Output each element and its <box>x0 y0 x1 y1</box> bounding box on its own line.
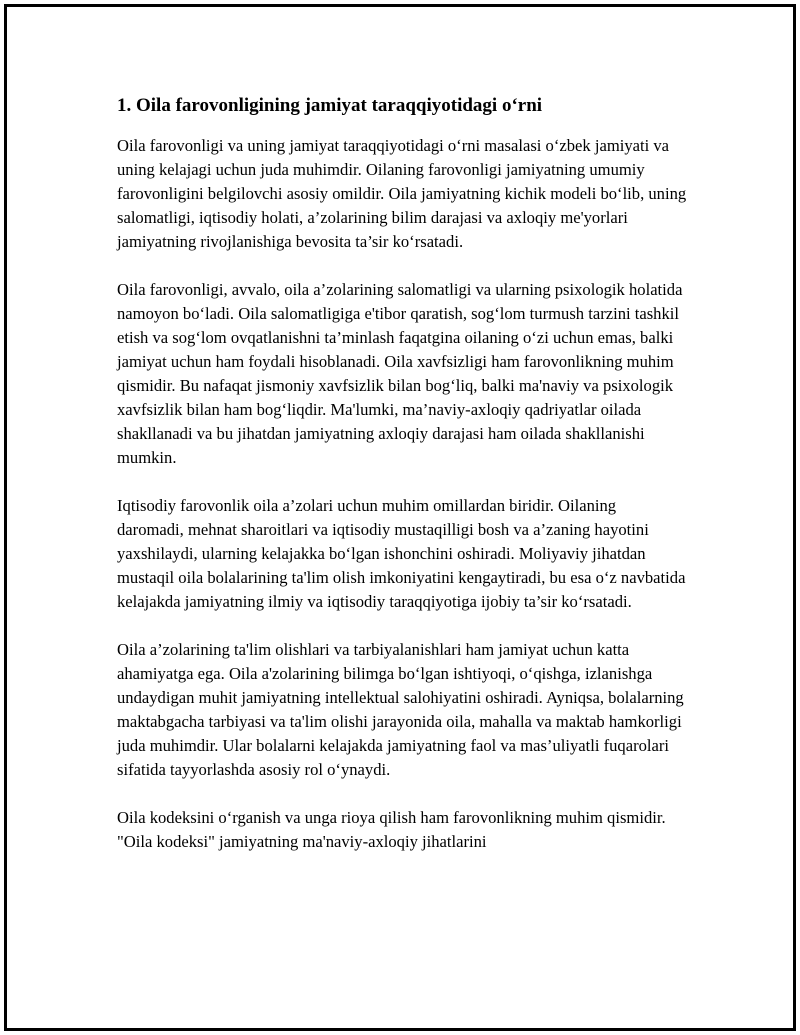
paragraph-4: Oila a’zolarining ta'lim olishlari va tarbiyalanishlari ham jamiyat uchun katta ahamiyatga ega. Oila a'zolarining bilimga bo‘lgan ishtiyoqi, o‘qishga, izlanishga undaydigan muhit jamiyatning intellektual salohiyatini oshiradi. Ayniqsa, bolalarning maktabgacha tarbiyasi va ta'lim olishi jarayonida oila, mahalla va maktab hamkorligi juda muhimdir. Ular bolalarni kelajakda jamiyatning faol va mas’uliyatli fuqarolari sifatida tayyorlashda asosiy rol o‘ynaydi. <box>117 640 684 779</box>
document-body <box>117 92 687 878</box>
section-heading: 1. Oila farovonligining jamiyat taraqqiyotidagi o‘rni <box>117 95 543 116</box>
paragraph-1: Oila farovonligi va uning jamiyat taraqqiyotidagi o‘rni masalasi o‘zbek jamiyati va uning kelajagi uchun juda muhimdir. Oilaning farovonligi jamiyatning umumiy farovonligini belgilovchi asosiy omildir. Oila jamiyatning kichik modeli bo‘lib, uning salomatligi, iqtisodiy holati, a’zolarining bilim darajasi va axloqiy me'yorlari jamiyatning rivojlanishiga bevosita ta’sir ko‘rsatadi. <box>117 136 687 251</box>
paragraph-3: Iqtisodiy farovonlik oila a’zolari uchun muhim omillardan biridir. Oilaning daromadi, mehnat sharoitlari va iqtisodiy mustaqilligi bosh va a’zaning hayotini yaxshilaydi, ularning kelajakka bo‘lgan ishonchini oshiradi. Moliyaviy jihatdan mustaqil oila bolalarining ta'lim olish imkoniyatini kengaytiradi, bu esa o‘z navbatida kelajakda jamiyatning ilmiy va iqtisodiy taraqqiyotiga ijobiy ta’sir ko‘rsatadi. <box>117 496 686 611</box>
paragraph-2: Oila farovonligi, avvalo, oila a’zolarining salomatligi va ularning psixologik holatida namoyon bo‘ladi. Oila salomatligiga e'tibor qaratish, sog‘lom turmush tarzini tashkil etish va sog‘lom ovqatlanishni ta’minlash faqatgina oilaning o‘zi uchun emas, balki jamiyat uchun ham foydali hisoblanadi. Oila xavfsizligi ham farovonlikning muhim qismidir. Bu nafaqat jismoniy xavfsizlik bilan bog‘liq, balki ma'naviy va psixologik xavfsizlik bilan ham bog‘liqdir. Ma'lumki, ma’naviy-axloqiy qadriyatlar oilada shakllanadi va bu jihatdan jamiyatning axloqiy darajasi ham oilada shakllanishi mumkin. <box>117 280 683 467</box>
paragraph-5: Oila kodeksini o‘rganish va unga rioya qilish ham farovonlikning muhim qismidir. "Oila kodeksi" jamiyatning ma'naviy-axloqiy jihatlarini <box>117 808 666 851</box>
